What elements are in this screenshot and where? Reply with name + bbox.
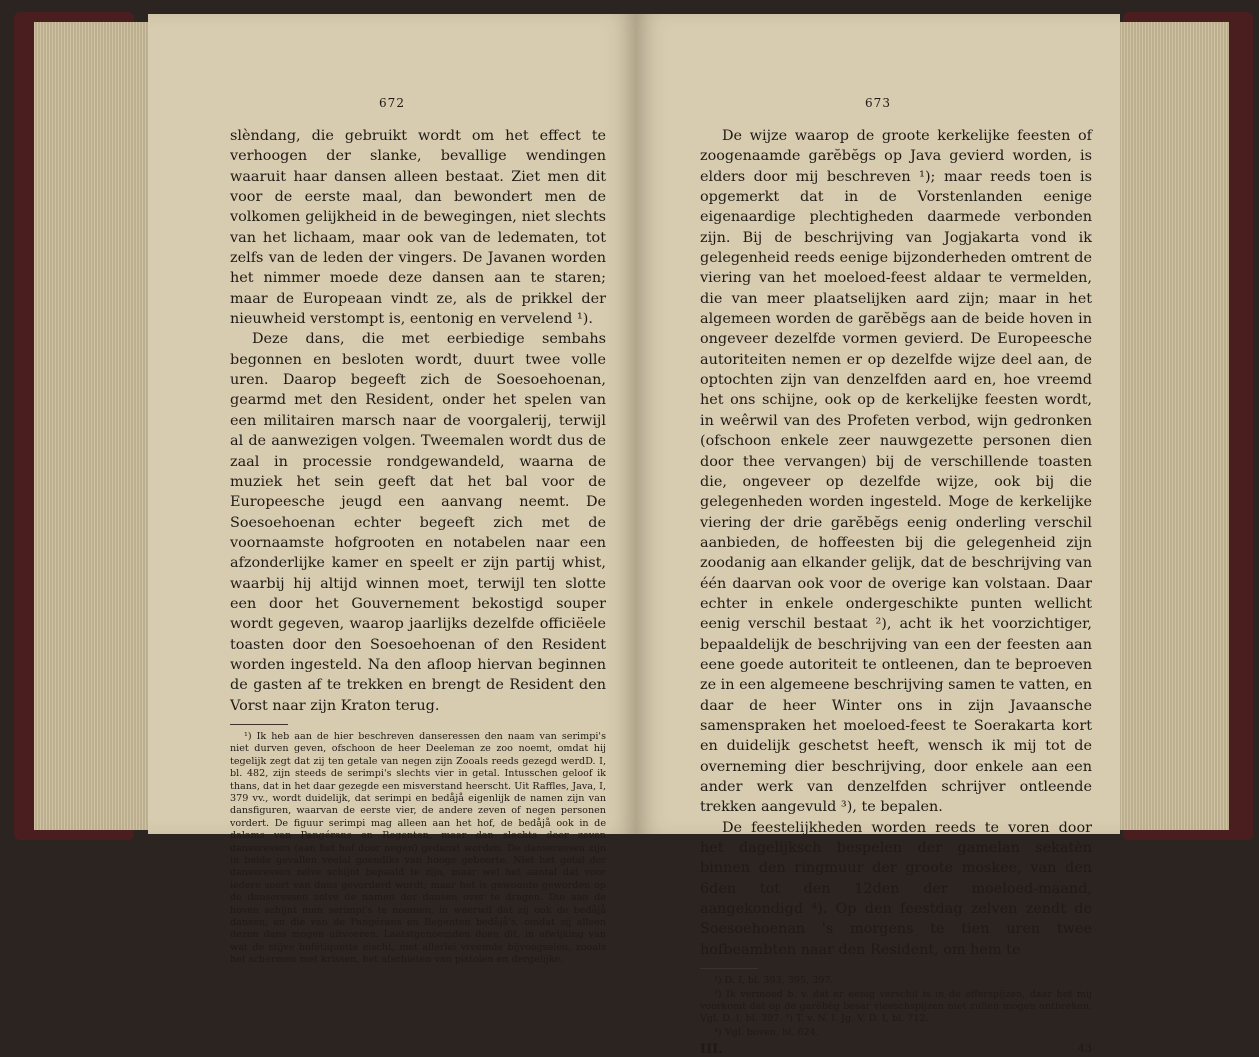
signature-mark: III. <box>700 1042 723 1057</box>
page-edges-right <box>1109 22 1229 830</box>
paragraph: Deze dans, die met eerbiedige sembahs begonnen en besloten wordt, duurt twee volle uren. Daarop begeeft zich de Soesoehoenan, gearmd met den Resident, onder het spelen van een militairen marsch naar de voorgalerij, terwijl al de aanwezigen volgen. Tweemalen wordt dus de zaal in processie rondgewandeld, waarna de muziek het sein geeft dat het bal voor de Europeesche jeugd een aanvang neemt. De Soesoehoenan echter begeeft zich met de voornaamste hofgrooten en notabelen naar een afzonderlijke kamer en speelt er zijn partij whist, waarbij hij altijd winnen moet, terwijl ten slotte een door het Gouvernement bekostigd souper wordt gegeven, waarop jaarlijks dezelfde officiëele toasten door den Soesoehoenan of den Resident worden ingesteld. Na den afloop hiervan beginnen de gasten af te trekken en brengt de Resident den Vorst naar zijn Kraton terug. <box>230 331 606 714</box>
paragraph: slèndang, die gebruikt wordt om het effect te verhoogen der slanke, bevallige wendingen waaruit haar dansen alleen bestaat. Ziet men dit voor de eerste maal, dan bewondert men de volkomen gelijkheid in de bewegingen, niet slechts van het lichaam, maar ook van de ledematen, tot zelfs van de leden der vingers. De Javanen worden het nimmer moede deze dansen aan te staren; maar de Europeaan vindt ze, als de prikkel der nieuwheid verstompt is, eentonig en vervelend ¹). <box>230 128 606 328</box>
footnotes <box>148 731 636 967</box>
footnote-rule <box>700 968 758 969</box>
footnote: ²) Ik vermoed b. v. dat er eenig verschil is in de offerspijzen, daar het mij voorkomt dat op de garĕbĕg besar vleeschspijzen niet zullen mogen ontbreken. Vgl. D. I, bl. 397. ³) T. v. N. I. Jg. V. D. I, bl. 712. <box>700 988 1092 1025</box>
signature-line <box>636 1042 1120 1057</box>
footnote: ¹) D. I, bl. 393, 395, 397. <box>714 975 834 987</box>
page-edges-left <box>34 22 152 830</box>
page-number: 672 <box>379 96 405 110</box>
right-page <box>636 14 1120 1057</box>
page-number: 673 <box>865 96 891 110</box>
gathering-number: 43 <box>1078 1042 1092 1056</box>
page-body <box>148 126 636 716</box>
paragraph: De wijze waarop de groote kerkelijke feesten of zoogenaamde garĕbĕgs op Java gevierd worden, is elders door mij beschreven ¹); maar reeds toen is opgemerkt dat in de Vorstenlanden eenige eigenaardige plechtigheden daarmede verbonden zijn. Bij de beschrijving van Jogjakarta vond ik gelegenheid reeds eenige bijzonderheden omtrent de viering van het moeloed-feest aldaar te vermelden, die van meer plaatselijken aard zijn; maar in het algemeen worden de garĕbĕgs aan de beide hoven in ongeveer dezelfde vormen gevierd. De Europeesche autoriteiten nemen er op dezelfde wijze deel aan, de optochten zijn van denzelfden aard en, hoe vreemd het ons schijne, ook op de kerkelijke feesten wordt, in weêrwil van des Profeten verbod, wijn gedronken (ofschoon enkele zeer nauwgezette personen dien door thee vervangen) bij de verschillende toasten die, ongeveer op dezelfde wijze, ook bij die gelegenheden worden ingesteld. Moge de kerkelijke viering der drie garĕbĕgs eenig onderling verschil aanbieden, de hoffeesten bij die gelegenheid zijn zoodanig aan elkander gelijk, dat de beschrijving van één daarvan ook voor de overige kan volstaan. Daar echter in enkele ondergeschikte punten wellicht eenig verschil bestaat ²), acht ik het voorzichtiger, bepaaldelijk de beschrijving van een der feesten aan eene goede autoriteit te ontleenen, dan te beproeven ze in een algemeene beschrijving samen te vatten, en daar de heer Winter ons in zijn Javaansche samenspraken het moeloed-feest te Soerakarta kort en duidelijk geschetst heeft, wensch ik mij tot de overneming dier beschrijving, door enkele aan een ander werk van denzelfden schrijver ontleende trekken aangevuld ³), te bepalen. <box>700 128 1092 816</box>
footnotes <box>636 975 1120 1039</box>
footnote: ¹) Ik heb aan de hier beschreven danseressen den naam van serimpi's niet durven geven, ofschoon de heer Deeleman ze zoo noemt, omdat hij tegelijk zegt dat zij ten getale van negen zijn Zooals reeds gezegd werdD. I, bl. 482, zijn steeds de serimpi's slechts vier in getal. Intusschen geloof ik thans, dat in het daar gezegde een misverstand heerscht. Uit Raffles, Java, I, 379 vv., wordt duidelijk, dat serimpi en bedåjå eigenlijk de namen zijn van dansfiguren, waarvan de eerste vier, de andere zeven of negen personen vordert. De figuur serimpi mag alleen aan het hof, de bedåjå ook in de dalams van Pangérans en Regenten, maar dan slechts door zeven danseressen (aan het hof door negen) gedanst worden. De danseressen zijn in beide gevallen veelal goendiks van hooge geboorte. Niet het getal der danseressen zelve schijnt bepaald te zijn, maar wel het aantal dat voor iedere soort van dans gevorderd wordt; maar het is gewoonte geworden op de danseressen zelve de namen der dansen over te dragen. Die aan de hoven schijnt men serimpi's te noemen, in weerwil dat zij ook de bedåjå dansen, en die van de Pangérans en Regenten bedåjå's, omdat zij alleen dezen dans mogen uitvoeren. Laatstgenoemden doen dit, in afwijking van wat de stijve hofétiquette eischt, met allerlei vreemde bijvoegselen, zooals het schermen met krissen, het afschieten van pistolen en dergelijke. <box>230 730 606 966</box>
left-page <box>148 14 637 966</box>
footnote-rule <box>230 724 288 725</box>
paragraph: De feestelijkheden worden reeds te voren door het dagelijksch bespelen der gamelan sekatèn binnen den ringmuur der groote moskee, van den 6den tot den 12den der moeloed-maand, aangekondigd ⁴). Op den feestdag zelven zendt de Soesoehoenan 's morgens te tien uren twee hofbeambten naar den Resident, om hem te <box>700 819 1092 958</box>
footnote: ⁴) Vgl. boven, bl. 624. <box>714 1026 819 1038</box>
page-body <box>636 126 1120 960</box>
